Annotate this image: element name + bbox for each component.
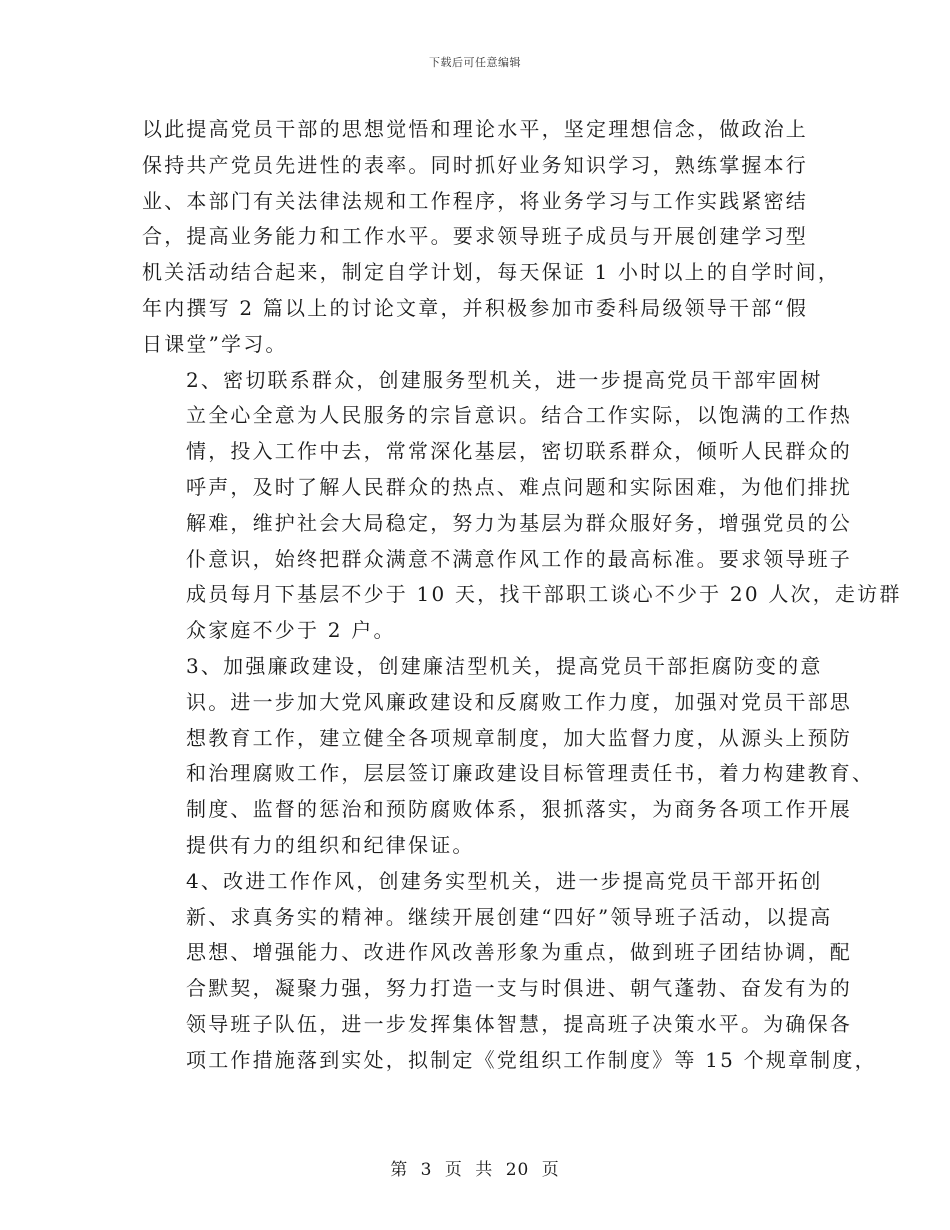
paragraph-line: 识。进一步加大党风廉政建设和反腐败工作力度，加强对党员干部思 xyxy=(186,689,852,714)
page-number: 第 3 页 共 20 页 xyxy=(390,1160,560,1180)
paragraph-line: 制度、监督的惩治和预防腐败体系，狠抓落实，为商务各项工作开展 xyxy=(186,797,852,822)
paragraph-line: 想教育工作，建立健全各项规章制度，加大监督力度，从源头上预防 xyxy=(186,725,852,750)
paragraph-line: 新、求真务实的精神。继续开展创建“四好”领导班子活动，以提高 xyxy=(186,904,833,929)
paragraph-line: 日课堂”学习。 xyxy=(142,331,288,356)
paragraph-line: 和治理腐败工作，层层签订廉政建设目标管理责任书，着力构建教育、 xyxy=(186,761,875,786)
paragraph-line: 众家庭不少于 2 户。 xyxy=(186,618,396,643)
paragraph-line: 解难，维护社会大局稳定，努力为基层为群众服好务，增强党员的公 xyxy=(186,510,852,535)
paragraph xyxy=(142,649,875,864)
paragraph-line: 提供有力的组织和纪律保证。 xyxy=(186,832,475,857)
paragraph-line: 合默契，凝聚力强，努力打造一支与时俱进、朝气蓬勃、奋发有为的 xyxy=(186,976,852,1001)
paragraph-line: 合，提高业务能力和工作水平。要求领导班子成员与开展创建学习型 xyxy=(142,224,808,249)
paragraph-line: 年内撰写 2 篇以上的讨论文章，并积极参加市委科局级领导干部“假 xyxy=(142,295,809,320)
paragraph-line: 保持共产党员先进性的表率。同时抓好业务知识学习，熟练掌握本行 xyxy=(142,152,808,177)
body-text xyxy=(142,112,902,1079)
paragraph-line: 思想、增强能力、改进作风改善形象为重点，做到班子团结协调，配 xyxy=(186,940,852,965)
paragraph-line: 3、加强廉政建设，创建廉洁型机关，提高党员干部拒腐防变的意 xyxy=(186,653,823,678)
paragraph-line: 业、本部门有关法律法规和工作程序，将业务学习与工作实践紧密结 xyxy=(142,188,808,213)
header-note: 下载后可任意编辑 xyxy=(429,56,521,69)
paragraph-line: 仆意识，始终把群众满意不满意作风工作的最高标准。要求领导班子 xyxy=(186,546,852,571)
paragraph-line: 2、密切联系群众，创建服务型机关，进一步提高党员干部牢固树 xyxy=(186,367,823,392)
paragraph-line: 项工作措施落到实处，拟制定《党组织工作制度》等 15 个规章制度， xyxy=(186,1047,877,1072)
paragraph-line: 呼声，及时了解人民群众的热点、难点问题和实际困难，为他们排扰 xyxy=(186,474,852,499)
paragraph-line: 情，投入工作中去，常常深化基层，密切联系群众，倾听人民群众的 xyxy=(186,439,852,464)
paragraph xyxy=(142,112,841,363)
paragraph-line: 领导班子队伍，进一步发挥集体智慧，提高班子决策水平。为确保各 xyxy=(186,1011,852,1036)
paragraph xyxy=(142,363,902,649)
paragraph xyxy=(142,864,877,1079)
paragraph-line: 以此提高党员干部的思想觉悟和理论水平，坚定理想信念，做政治上 xyxy=(142,117,808,141)
paragraph-line: 4、改进工作作风，创建务实型机关，进一步提高党员干部开拓创 xyxy=(186,868,823,893)
paragraph-line: 立全心全意为人民服务的宗旨意识。结合工作实际，以饱满的工作热 xyxy=(186,403,852,428)
paragraph-line: 成员每月下基层不少于 10 天，找干部职工谈心不少于 20 人次，走访群 xyxy=(186,582,902,607)
paragraph-line: 机关活动结合起来，制定自学计划，每天保证 1 小时以上的自学时间， xyxy=(142,260,841,285)
